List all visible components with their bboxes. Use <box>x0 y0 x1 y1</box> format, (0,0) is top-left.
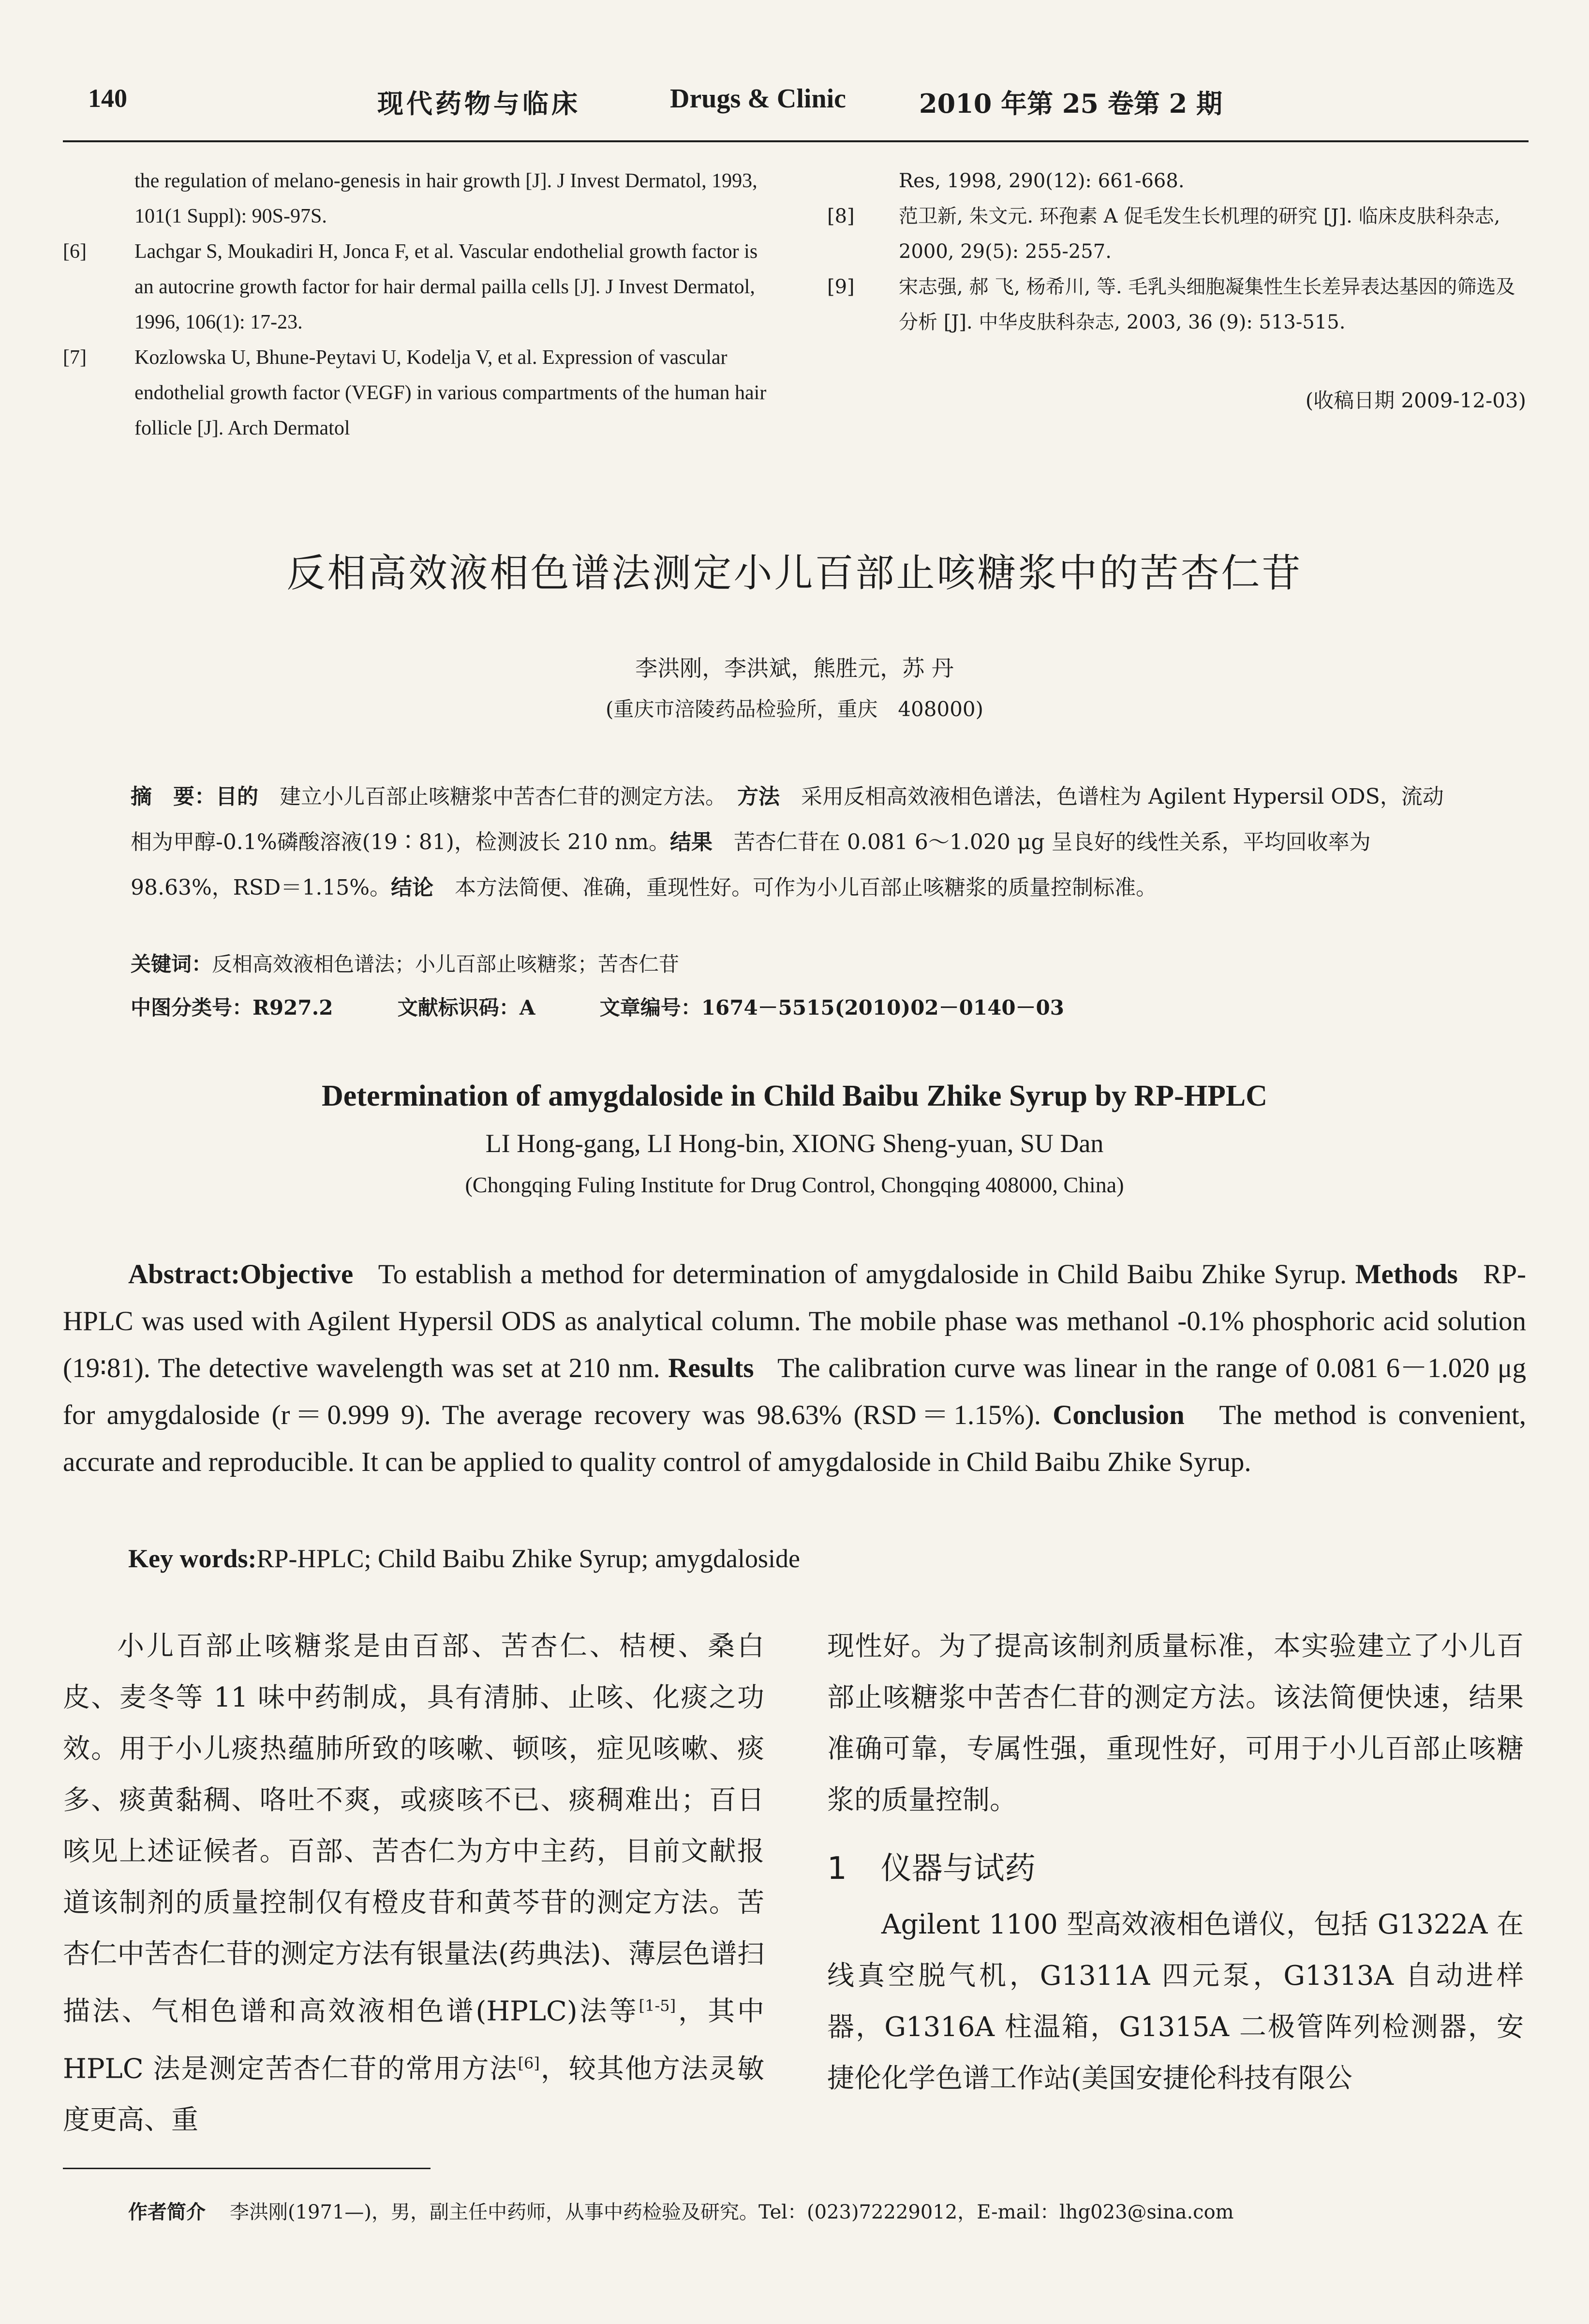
affiliation-cn: (重庆市涪陵药品检验所，重庆 408000) <box>605 697 984 721</box>
reference-item <box>63 164 774 234</box>
reference-text: 范卫新, 朱文元. 环孢素 A 促毛发生长机理的研究 [J]. 临床皮肤科杂志, 2000, 29(5): 255-257. <box>899 205 1500 263</box>
intro-text: 小儿百部止咳糖浆是由百部、苦杏仁、桔梗、桑白皮、麦冬等 11 味中药制成，具有清肺、止咳、化痰之功效。用于小儿痰热蕴肺所致的咳嗽、顿咳，症见咳嗽、痰多、痰黄黏稠、咯吐不爽，或痰咳不已、痰稠难出；百日咳见上述证候者。百部、苦杏仁为方中主药，目前文献报道该制剂的质量控制仅有橙皮苷和黄芩苷的测定方法。苦杏仁中苦杏仁苷的测定方法有银量法(药典法)、薄层色谱扫描法、气相色谱和高效液相色谱(HPLC)法等 <box>63 1631 764 2027</box>
section-paragraph: Agilent 1100 型高效液相色谱仪，包括 G1322A 在线真空脱气机，G1311A 四元泵，G1313A 自动进样器，G1316A 柱温箱，G1315A 二极管阵列检测器，安捷伦化学色谱工作站(美国安捷伦科技有限公 <box>827 1909 1524 2094</box>
reference-item <box>827 164 1524 199</box>
results-label-cn: 结果 <box>669 830 713 855</box>
results-text-en: The calibration curve was linear in the range of 0.081 6－1.020 μg for amygdaloside (r＝0.999 9). The average recovery was 98.63% (RSD＝1.15%). <box>63 1353 1526 1430</box>
conclusion-text-en: The method is convenient, accurate and reproducible. It can be applied to quality control of amygdaloside in Child Baibu Zhike Syrup. <box>63 1400 1526 1477</box>
section-number: 1 <box>827 1851 847 1887</box>
keywords-cn <box>131 948 679 977</box>
methods-label-en: Methods <box>1355 1259 1458 1289</box>
objective-text-cn: 建立小儿百部止咳糖浆中苦杏仁苷的测定方法。 <box>280 784 716 809</box>
document-code <box>398 996 535 1020</box>
reference-text: the regulation of melano-genesis in hair growth [J]. J Invest Dermatol, 1993, 101(1 Suppl): 90S-97S. <box>134 170 757 227</box>
intro-text: ，其中 HPLC 法是测定苦杏仁苷的常用方法 <box>63 1995 764 2085</box>
doc-label: 文献标识码： <box>397 996 520 1020</box>
abstract-label-cn: 摘 要： <box>131 784 216 809</box>
reference-item <box>63 340 774 446</box>
section-title: 仪器与试药 <box>880 1851 1036 1887</box>
body-intro-paragraph <box>63 1621 764 2146</box>
references-left <box>63 164 774 446</box>
methods-text-en: RP-HPLC was used with Agilent Hypersil ODS as analytical column. The mobile phase was methanol -0.1% phosphoric acid solution (19∶81). The detective wavelength was set at 210 nm. <box>63 1259 1526 1383</box>
journal-title-cn: 现代药物与临床 <box>377 88 580 119</box>
objective-label-cn: 目的 <box>216 784 258 809</box>
classification-row <box>131 992 1456 1021</box>
conclusion-text-cn: 本方法简便、准确，重现性好。可作为小儿百部止咳糖浆的质量控制标准。 <box>455 875 1158 900</box>
received-date: (收稿日期 2009-12-03) <box>1305 389 1526 412</box>
methods-label-cn: 方法 <box>737 784 780 809</box>
conclusion-label-cn: 结论 <box>391 875 434 900</box>
footnote-label: 作者简介 <box>128 2201 206 2223</box>
clc-value: R927.2 <box>252 996 333 1020</box>
reference-text: Res, 1998, 290(12): 661-668. <box>899 170 1185 192</box>
article-number <box>600 996 1064 1020</box>
reference-text: 宋志强, 郝 飞, 杨希川, 等. 毛乳头细胞凝集性生长差异表达基因的筛选及分析 [J]. 中华皮肤科杂志, 2003, 36 (9): 513-515. <box>899 276 1515 333</box>
footnote-text: 李洪刚(1971—)，男，副主任中药师，从事中药检验及研究。Tel：(023)72229012，E-mail：lhg023@sina.com <box>230 2201 1234 2223</box>
article-title-cn: 反相高效液相色谱法测定小儿百部止咳糖浆中的苦杏仁苷 <box>286 551 1303 596</box>
reference-number: [7] <box>63 346 87 369</box>
abstract-cn <box>131 774 1456 911</box>
conclusion-label-en: Conclusion <box>1053 1400 1185 1430</box>
affiliation-en: (Chongqing Fuling Institute for Drug Control, Chongqing 408000, China) <box>465 1172 1124 1197</box>
results-text-cn: 苦杏仁苷在 0.081 6～1.020 μg 呈良好的线性关系，平均回收率为 98.63%，RSD＝1.15%。 <box>131 830 1371 900</box>
results-label-en: Results <box>668 1353 754 1383</box>
keywords-en <box>128 1544 800 1574</box>
intro-text: ，较其他方法灵敏度更高、重 <box>63 2053 765 2136</box>
citation: [1-5] <box>639 1996 676 2015</box>
author-footnote <box>128 2197 1234 2224</box>
reference-number: [8] <box>827 205 855 227</box>
article-title-en: Determination of amygdaloside in Child Baibu Zhike Syrup by RP-HPLC <box>322 1080 1267 1112</box>
doc-value: A <box>519 996 535 1020</box>
article-value: 1674－5515(2010)02－0140－03 <box>701 996 1064 1020</box>
references-right <box>827 164 1524 340</box>
abstract-label-en: Abstract: <box>128 1259 240 1289</box>
keywords-label-cn: 关键词： <box>131 952 212 976</box>
reference-item <box>827 199 1524 270</box>
body-intro-continued: 现性好。为了提高该制剂质量标准，本实验建立了小儿百部止咳糖浆中苦杏仁苷的测定方法。该法简便快速，结果准确可靠，专属性强，重现性好，可用于小儿百部止咳糖浆的质量控制。 <box>827 1631 1524 1816</box>
reference-number: [9] <box>827 276 855 298</box>
objective-text-en: To establish a method for determination of amygdaloside in Child Baibu Zhike Syrup. <box>378 1259 1347 1289</box>
section-heading <box>827 1844 1036 1888</box>
authors-cn: 李洪刚，李洪斌，熊胜元，苏 丹 <box>635 655 954 681</box>
methods-text-cn: 采用反相高效液相色谱法，色谱柱为 Agilent Hypersil ODS，流动相为甲醇-0.1%磷酸溶液(19∶81)，检测波长 210 nm。 <box>131 784 1444 855</box>
journal-title-en: Drugs & Clinic <box>670 84 846 114</box>
footnote-rule <box>63 2168 431 2169</box>
reference-text: Lachgar S, Moukadiri H, Jonca F, et al. Vascular endothelial growth factor is an autocrine growth factor for hair dermal pailla cells [J]. J Invest Dermatol, 1996, 106(1): 17-23. <box>134 240 758 333</box>
journal-issue: 2010 年第 25 卷第 2 期 <box>919 88 1223 119</box>
page-number: 140 <box>88 84 127 113</box>
reference-number: [6] <box>63 240 87 263</box>
article-label: 文章编号： <box>599 996 701 1020</box>
citation: [6] <box>518 2054 540 2072</box>
abstract-en <box>63 1251 1526 1485</box>
reference-item <box>63 234 774 340</box>
header-rule <box>63 140 1529 142</box>
clc-number <box>131 996 333 1020</box>
objective-label-en: Objective <box>240 1259 354 1289</box>
keywords-label-en: Key words: <box>128 1544 257 1573</box>
keywords-text-en: RP-HPLC; Child Baibu Zhike Syrup; amygdaloside <box>256 1544 800 1573</box>
reference-item <box>827 270 1524 340</box>
keywords-text-cn: 反相高效液相色谱法；小儿百部止咳糖浆；苦杏仁苷 <box>212 952 680 976</box>
authors-en: LI Hong-gang, LI Hong-bin, XIONG Sheng-yuan, SU Dan <box>485 1129 1104 1158</box>
clc-label: 中图分类号： <box>131 996 253 1020</box>
reference-text: Kozlowska U, Bhune-Peytavi U, Kodelja V, et al. Expression of vascular endothelial growth factor (VEGF) in various compartments of the human hair follicle [J]. Arch Dermatol <box>134 346 767 439</box>
